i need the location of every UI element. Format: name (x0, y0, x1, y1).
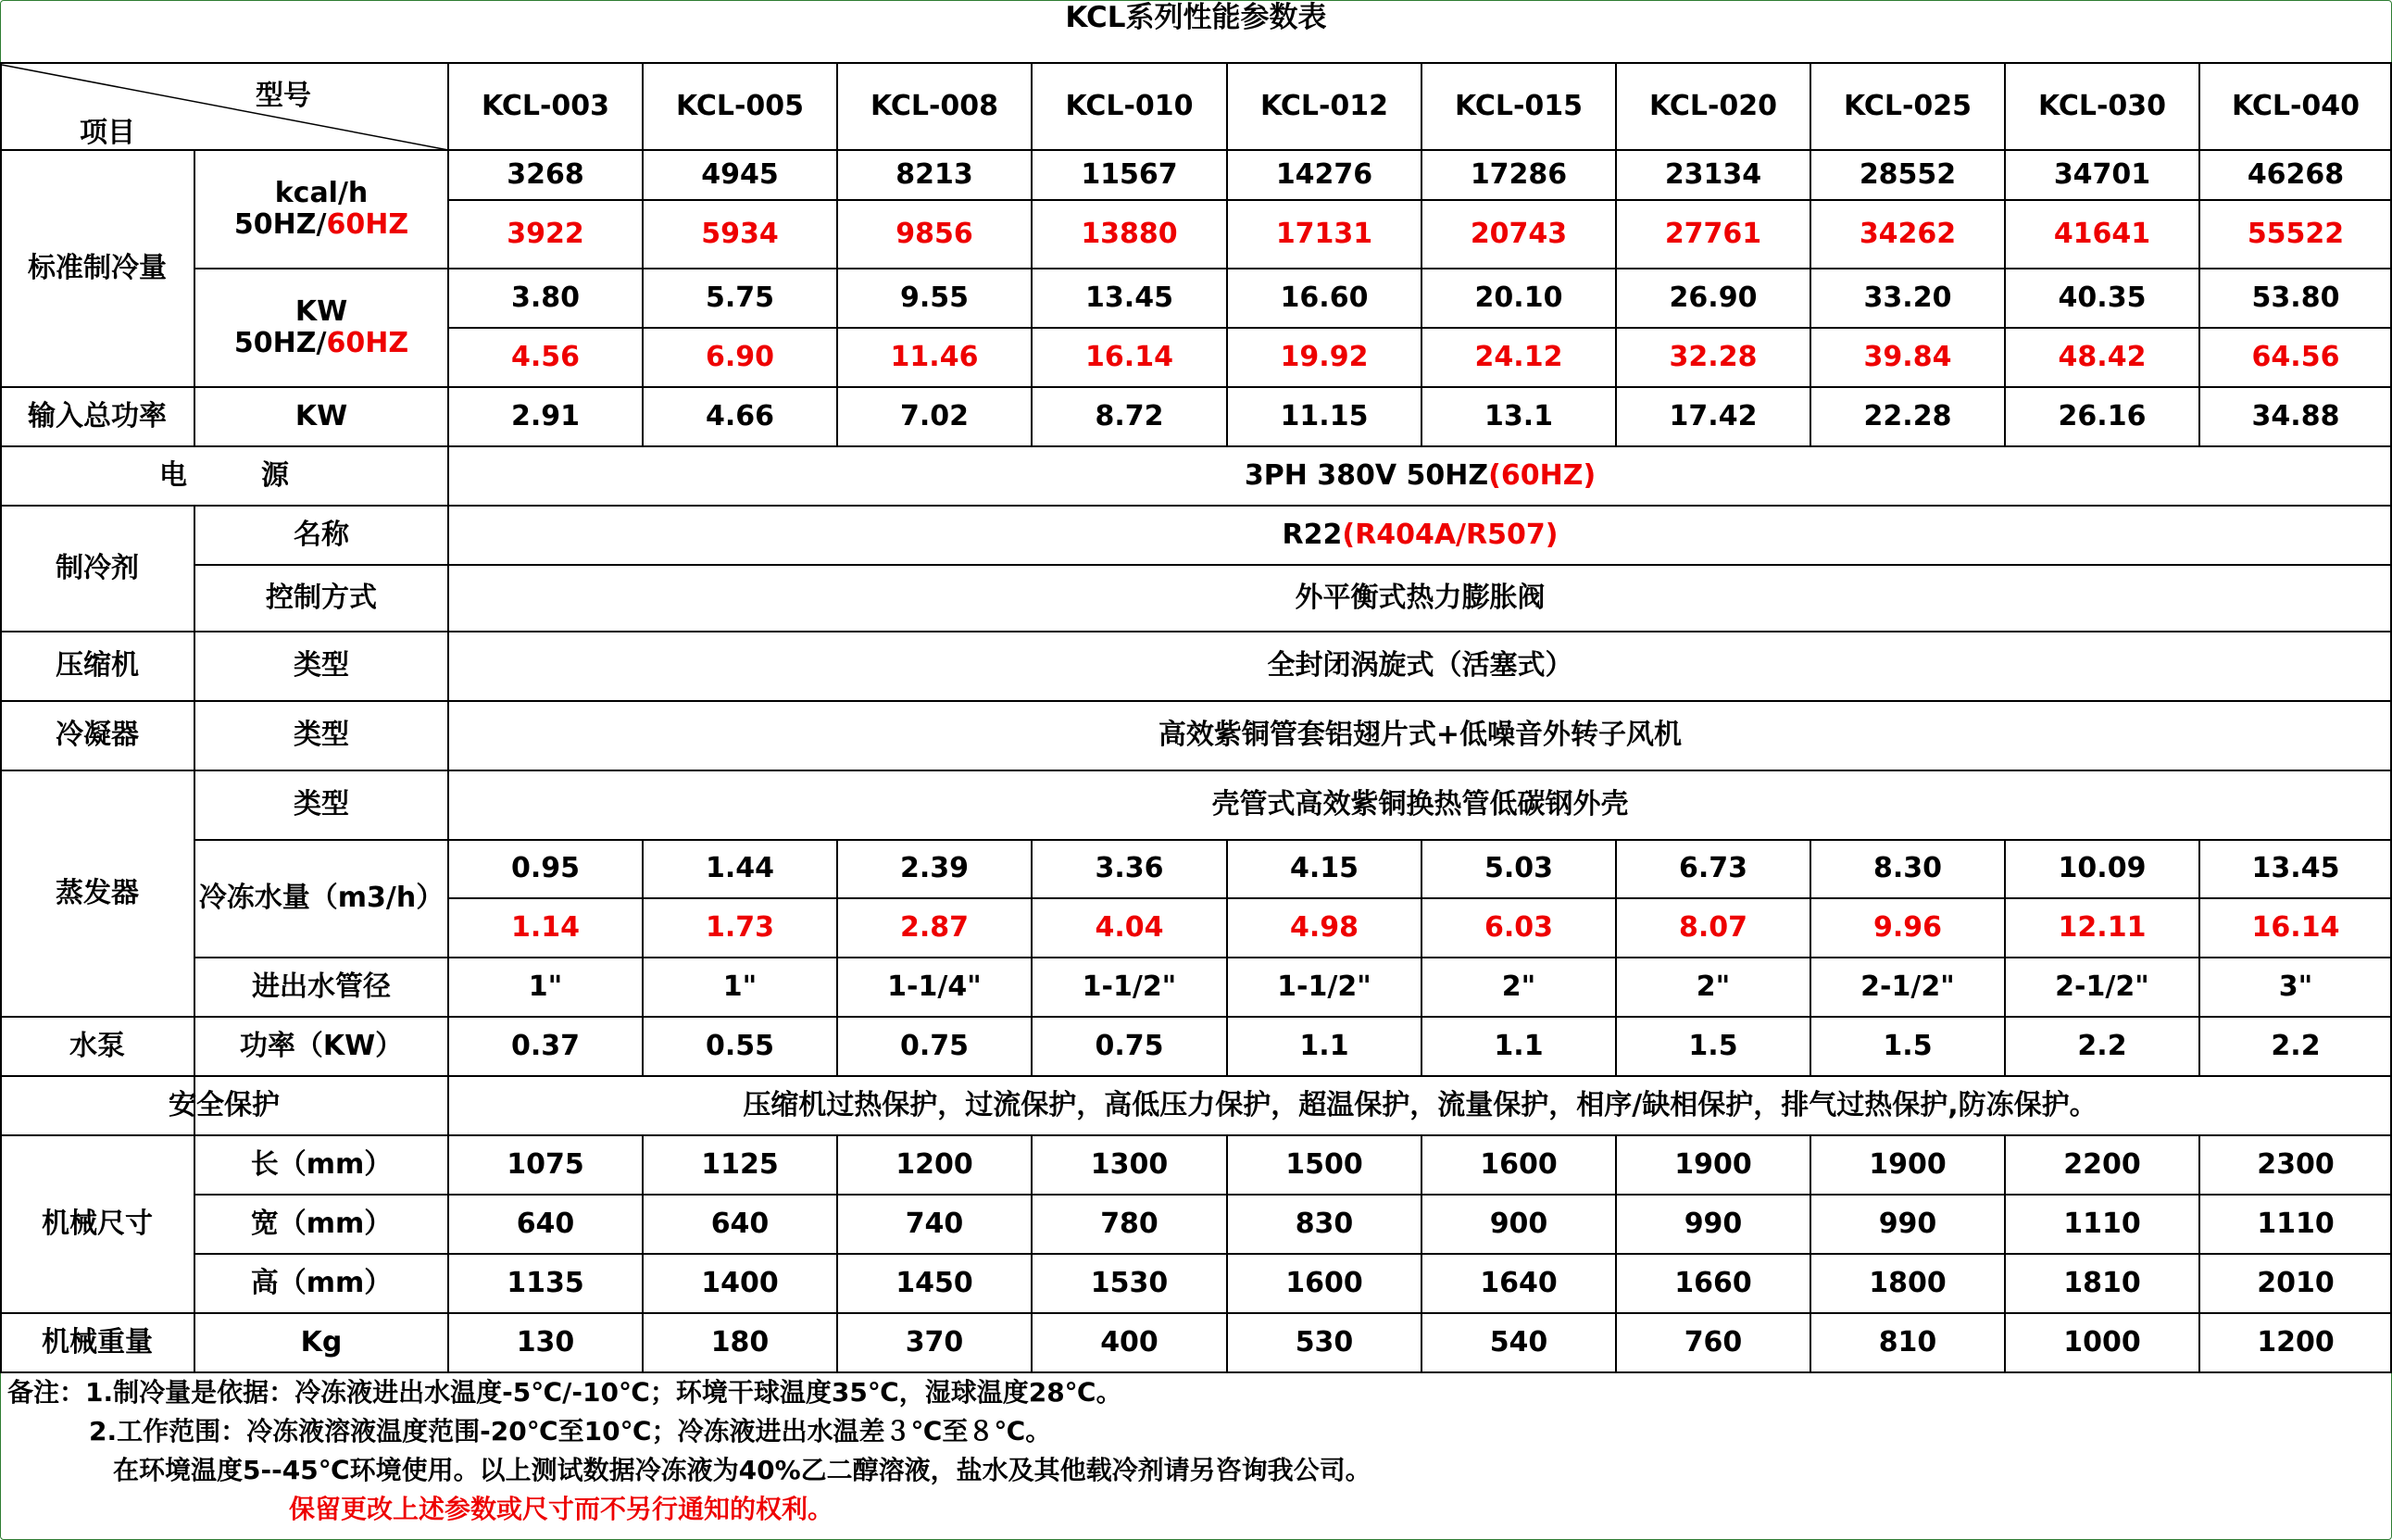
weight-value: 540 (1489, 1325, 1548, 1358)
kcal-50-value: 14276 (1275, 157, 1373, 191)
model-header: KCL-003 (481, 89, 610, 122)
weight-value: 400 (1100, 1325, 1158, 1358)
hz-label (234, 209, 408, 242)
width-value: 780 (1100, 1207, 1158, 1240)
kcal-unit: kcal/h (274, 176, 369, 209)
pump-power-value: 0.75 (1095, 1029, 1164, 1062)
kcal-50-value: 34701 (2053, 157, 2151, 191)
kw-60-value: 32.28 (1669, 340, 1758, 373)
flow-50-value: 6.73 (1678, 852, 1748, 885)
width-value: 990 (1684, 1207, 1743, 1240)
width-value: 1110 (2063, 1207, 2141, 1240)
pump-label: 水泵 (69, 1029, 125, 1062)
refrigerant-alt: (R404A/R507) (1342, 518, 1559, 551)
length-label: 长（mm） (250, 1147, 393, 1181)
table-title: KCL系列性能参数表 (1065, 1, 1327, 35)
pump-power-label: 功率（KW） (239, 1029, 404, 1062)
flow-50-value: 10.09 (2058, 852, 2147, 885)
compressor-type-label: 类型 (294, 649, 349, 682)
flow-60-value: 16.14 (2251, 910, 2340, 944)
power-supply-value (448, 446, 2392, 506)
flow-50-value: 1.44 (705, 852, 775, 885)
kcal-60-value: 9856 (895, 217, 973, 250)
kw-60-value: 4.56 (510, 340, 581, 373)
height-value: 2010 (2257, 1266, 2335, 1299)
power-input-value: 13.1 (1484, 399, 1554, 432)
kw-50-value: 33.20 (1863, 281, 1952, 314)
hz-60: 60HZ (326, 327, 409, 359)
length-value: 1300 (1090, 1147, 1169, 1181)
length-value: 1500 (1285, 1147, 1363, 1181)
hz-50: 50HZ/ (233, 327, 327, 359)
flow-60-value: 8.07 (1678, 910, 1748, 944)
flow-50-value: 3.36 (1095, 852, 1164, 885)
model-header: KCL-040 (2231, 89, 2361, 122)
model-header: KCL-012 (1259, 89, 1389, 122)
kcal-60-value: 27761 (1664, 217, 1762, 250)
width-value: 1110 (2257, 1207, 2335, 1240)
power-supply-label-b: 源 (261, 458, 289, 492)
height-value: 1600 (1285, 1266, 1363, 1299)
kcal-60-value: 55522 (2247, 217, 2345, 250)
evaporator-type-value: 壳管式高效紫铜换热管低碳钢外壳 (1211, 788, 1629, 821)
model-header: KCL-025 (1843, 89, 1972, 122)
refrigerant-main: R22 (1282, 518, 1343, 551)
power-input-value: 34.88 (2251, 399, 2340, 432)
pump-power-value: 1.5 (1688, 1029, 1738, 1062)
corner-model-label: 型号 (256, 80, 311, 112)
kw-50-value: 3.80 (510, 281, 581, 314)
width-label: 宽（mm） (250, 1207, 393, 1240)
power-input-value: 22.28 (1863, 399, 1952, 432)
pipe-size-value: 3" (2278, 970, 2313, 1003)
kw-60-value: 6.90 (705, 340, 775, 373)
flow-60-value: 6.03 (1484, 910, 1554, 944)
flow-60-value: 4.04 (1095, 910, 1164, 944)
weight-value: 1200 (2257, 1325, 2335, 1358)
kw-60-value: 24.12 (1474, 340, 1563, 373)
kcal-50-value: 17286 (1470, 157, 1568, 191)
condenser-type-label: 类型 (294, 719, 349, 752)
length-value: 1075 (507, 1147, 584, 1181)
pump-power-value: 1.1 (1299, 1029, 1349, 1062)
weight-value: 370 (905, 1325, 964, 1358)
compressor-label: 压缩机 (56, 649, 139, 682)
flow-50-value: 8.30 (1872, 852, 1943, 885)
height-value: 1135 (507, 1266, 584, 1299)
height-value: 1640 (1480, 1266, 1558, 1299)
weight-value: 810 (1878, 1325, 1937, 1358)
kcal-60-value: 20743 (1470, 217, 1568, 250)
kw-50-value: 53.80 (2251, 281, 2340, 314)
height-value: 1450 (895, 1266, 973, 1299)
height-value: 1800 (1869, 1266, 1947, 1299)
note-line-1: 备注：1.制冷量是依据：冷冻液进出水温度-5℃/-10℃；环境干球温度35℃，湿球温度28℃。 (7, 1377, 1122, 1408)
pipe-size-value: 2" (1501, 970, 1536, 1003)
kcal-50-value: 23134 (1664, 157, 1762, 191)
pipe-size-value: 1" (528, 970, 563, 1003)
height-value: 1660 (1674, 1266, 1752, 1299)
width-value: 640 (516, 1207, 575, 1240)
kcal-50-value: 28552 (1859, 157, 1957, 191)
pipe-size-value: 2" (1696, 970, 1731, 1003)
hz-label (234, 328, 408, 360)
power-supply-alt: (60HZ) (1488, 458, 1597, 492)
kw-50-value: 26.90 (1669, 281, 1758, 314)
evaporator-pipe-label: 进出水管径 (252, 970, 391, 1003)
cooling-label: 标准制冷量 (28, 251, 167, 284)
flow-60-value: 1.14 (510, 910, 581, 944)
condenser-label: 冷凝器 (56, 719, 139, 752)
weight-unit: Kg (300, 1325, 343, 1358)
dimensions-label: 机械尺寸 (42, 1207, 153, 1240)
kcal-60-value: 17131 (1275, 217, 1373, 250)
flow-50-value: 13.45 (2251, 852, 2340, 885)
kcal-unit-cell (194, 150, 448, 269)
weight-value: 130 (516, 1325, 575, 1358)
height-value: 1810 (2063, 1266, 2141, 1299)
flow-60-value: 4.98 (1289, 910, 1359, 944)
length-value: 2300 (2257, 1147, 2335, 1181)
power-supply-label (0, 446, 448, 506)
kw-60-value: 64.56 (2251, 340, 2340, 373)
flow-50-value: 0.95 (510, 852, 581, 885)
evaporator-flow-label: 冷冻水量（m3/h） (198, 882, 445, 915)
safety-value: 压缩机过热保护，过流保护，高低压力保护，超温保护，流量保护，相序/缺相保护，排气过热保护,防冻保护。 (743, 1088, 2098, 1121)
kcal-60-value: 41641 (2053, 217, 2151, 250)
flow-60-value: 12.11 (2058, 910, 2147, 944)
kw-60-value: 19.92 (1280, 340, 1369, 373)
flow-60-value: 2.87 (899, 910, 970, 944)
width-value: 990 (1878, 1207, 1937, 1240)
pump-power-value: 1.1 (1494, 1029, 1544, 1062)
evaporator-label: 蒸发器 (56, 876, 139, 909)
pump-power-value: 0.55 (705, 1029, 775, 1062)
corner-item-label: 项目 (80, 117, 135, 149)
power-input-value: 8.72 (1095, 399, 1164, 432)
power-input-value: 17.42 (1669, 399, 1758, 432)
flow-60-value: 1.73 (705, 910, 775, 944)
power-input-value: 4.66 (705, 399, 775, 432)
flow-50-value: 5.03 (1484, 852, 1554, 885)
hz-50: 50HZ/ (233, 208, 327, 241)
kw-60-value: 39.84 (1863, 340, 1952, 373)
model-header: KCL-015 (1454, 89, 1584, 122)
refrigerant-name-value (448, 506, 2392, 565)
kcal-60-value: 13880 (1081, 217, 1178, 250)
power-input-value: 2.91 (510, 399, 581, 432)
width-value: 740 (905, 1207, 964, 1240)
weight-value: 1000 (2063, 1325, 2141, 1358)
pipe-size-value: 1" (722, 970, 758, 1003)
model-header: KCL-020 (1648, 89, 1778, 122)
kcal-50-value: 3268 (507, 157, 584, 191)
safety-label: 安全保护 (169, 1088, 280, 1121)
kw-60-value: 16.14 (1085, 340, 1173, 373)
kcal-60-value: 3922 (507, 217, 584, 250)
power-input-value: 7.02 (899, 399, 970, 432)
refrigerant-control-label: 控制方式 (266, 581, 377, 614)
length-value: 2200 (2063, 1147, 2141, 1181)
power-input-label: 输入总功率 (28, 399, 167, 432)
kcal-50-value: 4945 (701, 157, 779, 191)
note-line-4: 保留更改上述参数或尺寸而不另行通知的权利。 (289, 1494, 834, 1524)
pipe-size-value: 1-1/2" (1082, 970, 1177, 1003)
kw-60-value: 11.46 (890, 340, 979, 373)
power-input-value: 26.16 (2058, 399, 2147, 432)
refrigerant-name-label: 名称 (294, 518, 349, 551)
refrigerant-label: 制冷剂 (56, 551, 139, 584)
pipe-size-value: 2-1/2" (1860, 970, 1955, 1003)
height-value: 1400 (701, 1266, 779, 1299)
kw-60-value: 48.42 (2058, 340, 2147, 373)
evaporator-type-label: 类型 (294, 788, 349, 821)
weight-value: 180 (710, 1325, 770, 1358)
flow-60-value: 9.96 (1872, 910, 1943, 944)
kw-unit-cell (194, 269, 448, 387)
width-value: 830 (1295, 1207, 1354, 1240)
weight-value: 530 (1295, 1325, 1354, 1358)
weight-value: 760 (1684, 1325, 1743, 1358)
width-value: 900 (1489, 1207, 1548, 1240)
model-header: KCL-005 (675, 89, 805, 122)
length-value: 1600 (1480, 1147, 1558, 1181)
note-line-3: 在环境温度5--45℃环境使用。以上测试数据冷冻液为40%乙二醇溶液，盐水及其他载冷剂请另咨询我公司。 (113, 1455, 1371, 1485)
kcal-60-value: 34262 (1859, 217, 1957, 250)
model-header: KCL-010 (1065, 89, 1194, 122)
pump-power-value: 2.2 (2077, 1029, 2127, 1062)
length-value: 1200 (895, 1147, 973, 1181)
flow-50-value: 2.39 (899, 852, 970, 885)
power-input-unit: KW (294, 399, 348, 432)
model-header: KCL-030 (2037, 89, 2167, 122)
length-value: 1900 (1674, 1147, 1752, 1181)
pipe-size-value: 1-1/2" (1277, 970, 1371, 1003)
kw-50-value: 40.35 (2058, 281, 2147, 314)
length-value: 1125 (701, 1147, 779, 1181)
compressor-type-value: 全封闭涡旋式（活塞式） (1267, 649, 1573, 682)
length-value: 1900 (1869, 1147, 1947, 1181)
pipe-size-value: 2-1/2" (2055, 970, 2149, 1003)
kcal-50-value: 8213 (895, 157, 973, 191)
kcal-50-value: 46268 (2247, 157, 2345, 191)
kw-50-value: 5.75 (705, 281, 775, 314)
power-input-value: 11.15 (1280, 399, 1369, 432)
hz-60: 60HZ (326, 208, 409, 241)
power-supply-label-a: 电 (159, 458, 187, 492)
height-value: 1530 (1090, 1266, 1169, 1299)
weight-label: 机械重量 (42, 1325, 153, 1358)
kw-50-value: 20.10 (1474, 281, 1563, 314)
pipe-size-value: 1-1/4" (887, 970, 982, 1003)
corner-diagonal (0, 63, 448, 150)
pump-power-value: 0.75 (899, 1029, 970, 1062)
kw-50-value: 16.60 (1280, 281, 1369, 314)
kcal-60-value: 5934 (701, 217, 779, 250)
kw-unit: KW (294, 294, 348, 328)
pump-power-value: 2.2 (2271, 1029, 2321, 1062)
model-header: KCL-008 (870, 89, 999, 122)
power-supply-main: 3PH 380V 50HZ (1244, 458, 1489, 492)
note-line-2: 2.工作范围：冷冻液溶液温度范围-20℃至10℃；冷冻液进出水温差３℃至８℃。 (89, 1416, 1052, 1446)
height-label: 高（mm） (250, 1266, 393, 1299)
flow-50-value: 4.15 (1289, 852, 1359, 885)
pump-power-value: 1.5 (1883, 1029, 1933, 1062)
width-value: 640 (710, 1207, 770, 1240)
kw-50-value: 9.55 (899, 281, 970, 314)
refrigerant-control-value: 外平衡式热力膨胀阀 (1295, 581, 1546, 614)
condenser-type-value: 高效紫铜管套铝翅片式+低噪音外转子风机 (1158, 719, 1683, 752)
pump-power-value: 0.37 (510, 1029, 581, 1062)
kcal-50-value: 11567 (1081, 157, 1178, 191)
kw-50-value: 13.45 (1085, 281, 1173, 314)
